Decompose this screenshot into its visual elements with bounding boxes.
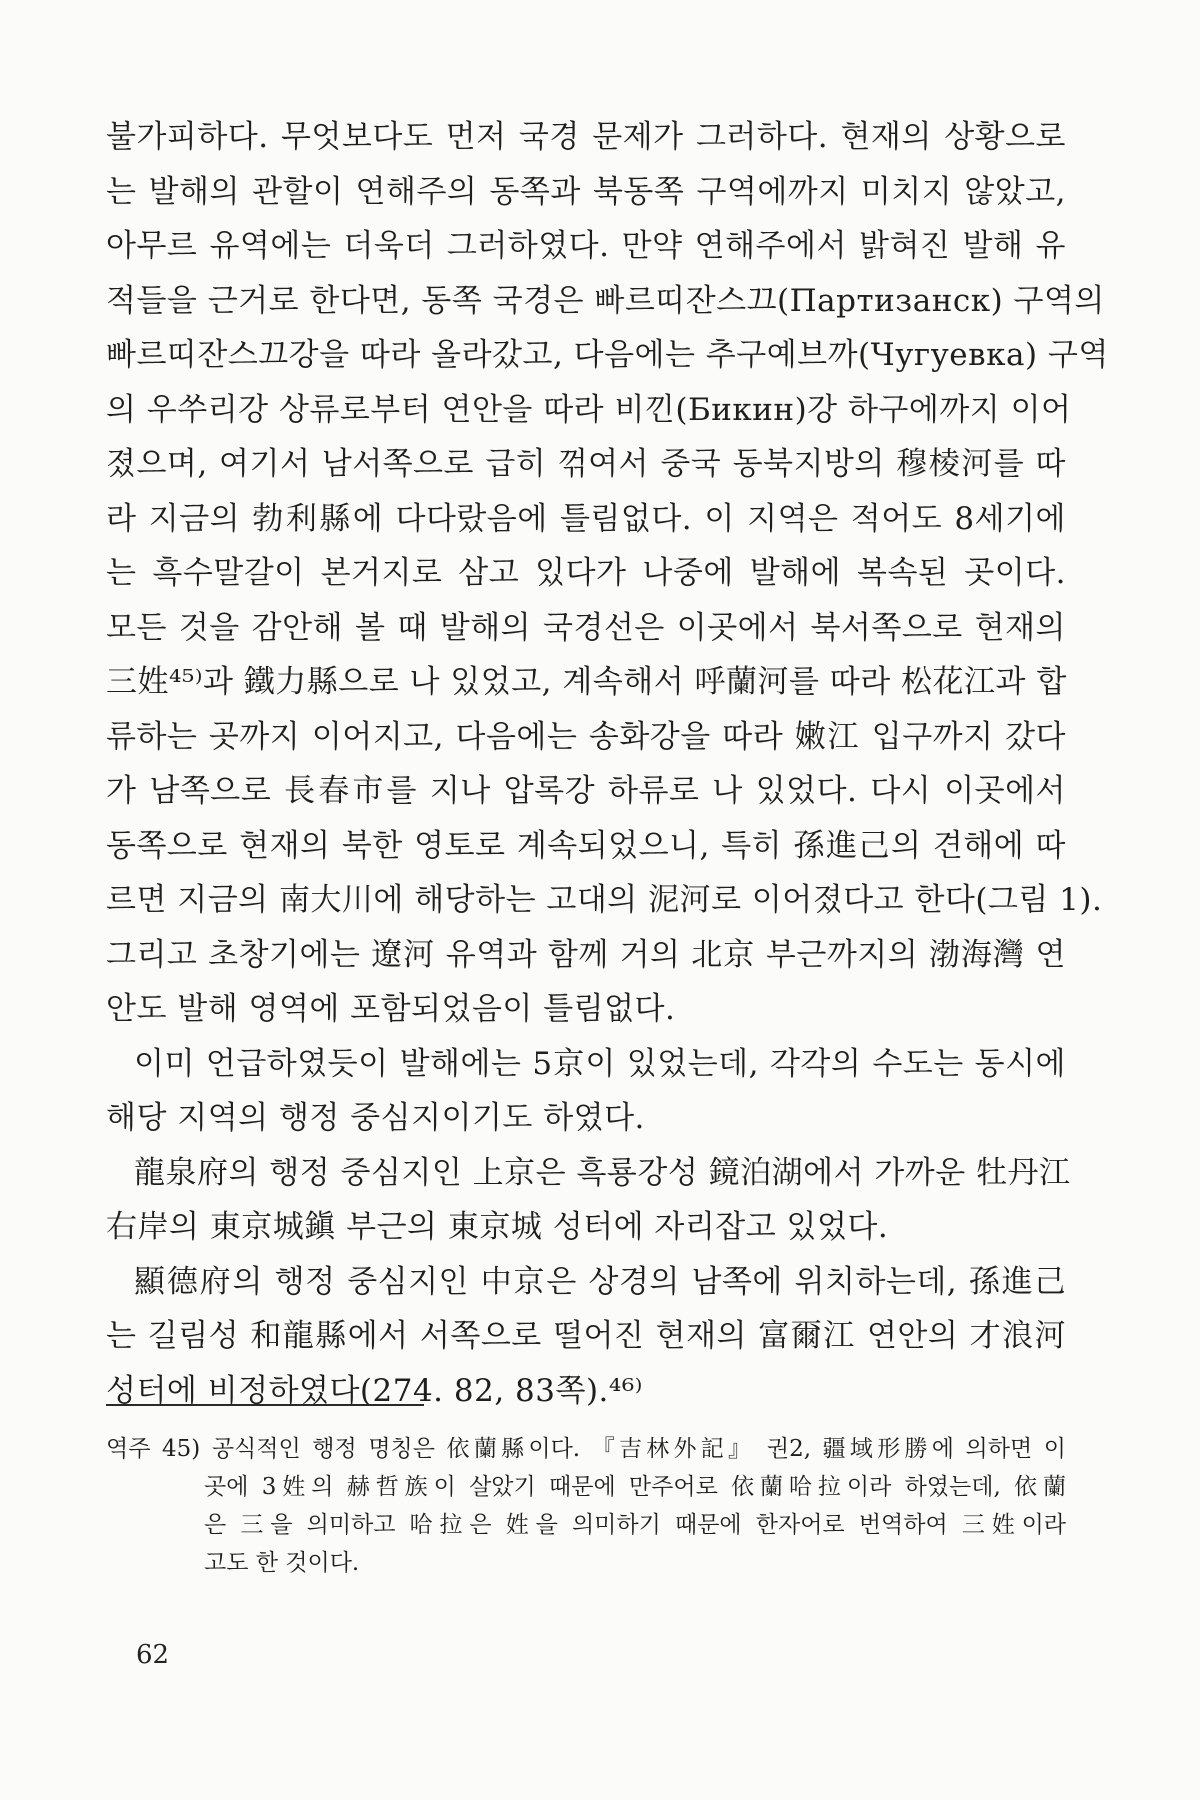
text-line: 류하는 곳까지 이어지고, 다음에는 송화강을 따라 嫩江 입구까지 갔다 — [106, 718, 1066, 755]
footnote-line: 역주 45) 공식적인 행정 명칭은 依蘭縣이다. 『吉林外記』 권2, 疆域形勝에 의하면 이 — [106, 1436, 1066, 1462]
text-line: 불가피하다. 무엇보다도 먼저 국경 문제가 그러하다. 현재의 상황으로 — [106, 119, 1066, 155]
text-line: 顯德府의 행정 중심지인 中京은 상경의 남쪽에 위치하는데, 孫進己 — [134, 1263, 1066, 1300]
text-line: 졌으며, 여기서 남서쪽으로 급히 꺾여서 중국 동북지방의 穆棱河를 따 — [106, 446, 1066, 482]
text-line: 는 흑수말갈이 본거지로 삼고 있다가 나중에 발해에 복속된 곳이다. — [106, 555, 1066, 591]
text-line: 성터에 비정하였다(274. 82, 83쪽).⁴⁶⁾ — [106, 1372, 643, 1409]
main-body-text — [106, 110, 1109, 1418]
paragraph-3 — [106, 1146, 1071, 1255]
footnote-divider — [106, 1404, 424, 1406]
text-line: 모든 것을 감안해 볼 때 발해의 국경선은 이곳에서 북서쪽으로 현재의 — [106, 609, 1066, 646]
text-line: 는 발해의 관할이 연해주의 동쪽과 북동쪽 구역에까지 미치지 않았고, — [106, 173, 1066, 210]
paragraph-2 — [106, 1037, 1066, 1146]
text-line: 右岸의 東京城鎭 부근의 東京城 성터에 자리잡고 있었다. — [106, 1209, 889, 1245]
text-line: 동쪽으로 현재의 북한 영토로 계속되었으니, 특히 孫進己의 견해에 따 — [106, 827, 1066, 864]
text-line: 라 지금의 勃利縣에 다다랐음에 틀림없다. 이 지역은 적어도 8세기에 — [106, 500, 1066, 537]
text-line: 르면 지금의 南大川에 해당하는 고대의 泥河로 이어졌다고 한다(그림 1). — [106, 882, 1103, 918]
footnote-line: 곳에 3姓의 赫哲族이 살았기 때문에 만주어로 依蘭哈拉이라 하였는데, 依蘭 — [204, 1474, 1066, 1500]
text-line: 龍泉府의 행정 중심지인 上京은 흑룡강성 鏡泊湖에서 가까운 牡丹江 — [134, 1154, 1071, 1191]
footnote-line: 은 三을 의미하고 哈拉은 姓을 의미하기 때문에 한자어로 번역하여 三姓이라 — [204, 1512, 1066, 1538]
text-line: 이미 언급하였듯이 발해에는 5京이 있었는데, 각각의 수도는 동시에 — [134, 1045, 1066, 1082]
text-line: 빠르띠잔스끄강을 따라 올라갔고, 다음에는 추구예브까(Чугуевка) 구역 — [106, 337, 1109, 373]
paragraph-1 — [106, 110, 1109, 1037]
text-line: 는 길림성 和龍縣에서 서쪽으로 떨어진 현재의 富爾江 연안의 才浪河 — [106, 1318, 1066, 1354]
page-number: 62 — [136, 1640, 170, 1670]
text-line: 의 우쑤리강 상류로부터 연안을 따라 비낀(Бикин)강 하구에까지 이어 — [106, 391, 1072, 428]
text-line: 아무르 유역에는 더욱더 그러하였다. 만약 연해주에서 밝혀진 발해 유 — [106, 228, 1066, 264]
footnote-45 — [106, 1430, 1066, 1582]
text-line: 그리고 초창기에는 遼河 유역과 함께 거의 北京 부근까지의 渤海灣 연 — [106, 936, 1066, 973]
text-line: 三姓⁴⁵⁾과 鐵力縣으로 나 있었고, 계속해서 呼蘭河를 따라 松花江과 합 — [106, 664, 1067, 700]
paragraph-4 — [106, 1255, 1066, 1419]
text-line: 가 남쪽으로 長春市를 지나 압록강 하류로 나 있었다. 다시 이곳에서 — [106, 773, 1066, 809]
text-line: 안도 발해 영역에 포함되었음이 틀림없다. — [106, 991, 676, 1027]
text-line: 해당 지역의 행정 중심지이기도 하였다. — [106, 1100, 645, 1136]
text-line: 적들을 근거로 한다면, 동쪽 국경은 빠르띠잔스끄(Партизанск) 구역의 — [106, 282, 1105, 319]
footnote-line: 고도 한 것이다. — [204, 1550, 360, 1576]
